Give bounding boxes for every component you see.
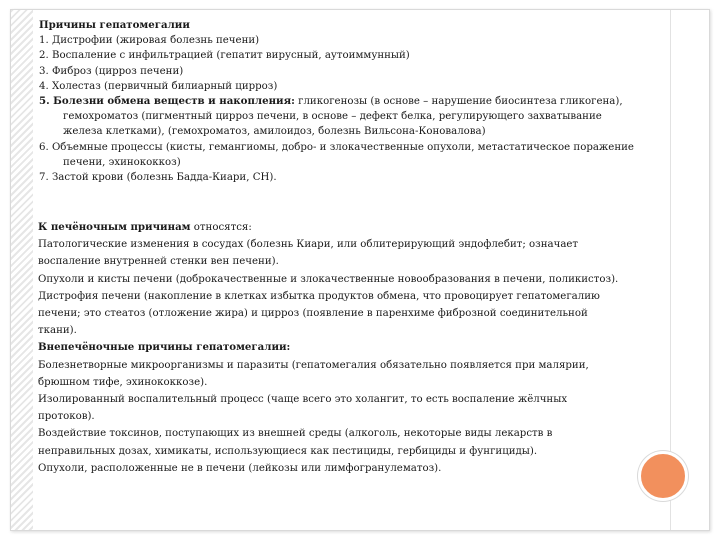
extrahepatic-line-3: Изолированный воспалительный процесс (чаще всего это холангит, то есть воспаление жёлчных xyxy=(38,394,568,406)
extrahepatic-line-2: брюшном тифе, эхинококкозе). xyxy=(38,376,208,388)
cause-item-4: 4. Холестаз (первичный билиарный цирроз) xyxy=(39,80,278,92)
extrahepatic-line-1: Болезнетворные микроорганизмы и паразиты (гепатомегалия обязательно появляется при малярии, xyxy=(38,359,589,371)
causes-title: Причины гепатомегалии xyxy=(39,19,190,31)
cause-item-2: 2. Воспаление с инфильтрацией (гепатит вирусный, аутоиммунный) xyxy=(39,50,410,62)
hepatic-line-5: печени; это стеатоз (отложение жира) и цирроз (появление в паренхиме фиброзной соединительной xyxy=(38,308,588,320)
hepatic-line-6: ткани). xyxy=(38,325,77,337)
cause-item-7: 7. Застой крови (болезнь Бадда-Киари, СН). xyxy=(39,172,277,184)
extrahepatic-line-7: Опухоли, расположенные не в печени (лейкозы или лимфогранулематоз). xyxy=(38,462,442,474)
causes-details xyxy=(38,219,678,477)
extrahepatic-line-5: Воздействие токсинов, поступающих из внешней среды (алкоголь, некоторые виды лекарств в xyxy=(38,428,553,440)
extrahepatic-heading: Внепечёночные причины гепатомегалии: xyxy=(38,341,291,354)
hepatic-line-1: Патологические изменения в сосудах (болезнь Киари, или облитерирующий эндофлебит; означает xyxy=(38,239,579,251)
extrahepatic-line-6: неправильных дозах, химикаты, использующиеся как пестициды, гербициды и фунгициды). xyxy=(38,445,538,457)
cause-item-3: 3. Фиброз (цирроз печени) xyxy=(39,65,184,77)
decorative-stripe xyxy=(11,10,33,530)
hepatic-line-4: Дистрофия печени (накопление в клетках избытка продуктов обмена, что провоцирует гепатомегалию xyxy=(38,290,600,302)
cause-item-6-cont: печени, эхинококкоз) xyxy=(63,156,181,168)
hepatic-heading: К печёночным причинам относятся: xyxy=(38,221,252,233)
cause-item-1: 1. Дистрофии (жировая болезнь печени) xyxy=(39,35,260,47)
hepatic-line-3: Опухоли и кисты печени (доброкачественные и злокачественные новообразования в печени, поликистоз). xyxy=(38,273,619,285)
extrahepatic-line-4: протоков). xyxy=(38,411,95,423)
cause-item-6: 6. Объемные процессы (кисты, гемангиомы, добро- и злокачественные опухоли, метастатическое поражение xyxy=(39,141,634,153)
cause-item-5: 5. Болезни обмена веществ и накопления: гликогенозы (в основе – нарушение биосинтеза гликогена), xyxy=(39,95,623,108)
causes-list xyxy=(39,18,704,185)
cause-item-5-cont-2: железа клетками), (гемохроматоз, амилоидоз, болезнь Вильсона-Коновалова) xyxy=(63,126,486,138)
cause-item-5-cont-1: гемохроматоз (пигментный цирроз печени, в основе – дефект белка, регулирующего захватывание xyxy=(63,111,602,123)
hepatic-line-2: воспаление внутренней стенки вен печени). xyxy=(38,256,279,268)
